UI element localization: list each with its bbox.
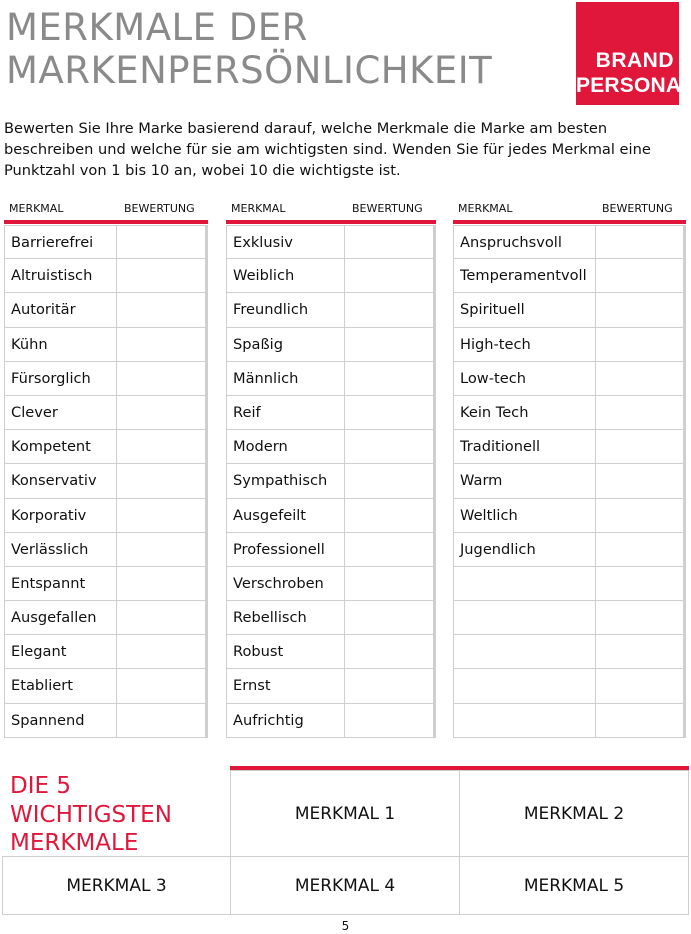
trait-name: Spannend — [4, 704, 117, 738]
trait-name: Etabliert — [4, 669, 117, 703]
rating-cell[interactable] — [117, 293, 208, 327]
column-header — [4, 199, 208, 224]
rating-cell[interactable] — [345, 293, 436, 327]
top5-heading-line-3: MERKMALE — [10, 830, 139, 856]
table-row — [226, 293, 436, 327]
rating-cell[interactable] — [117, 259, 208, 293]
table-row — [4, 430, 208, 464]
rating-cell[interactable] — [596, 533, 686, 567]
table-row — [226, 533, 436, 567]
brand-persona-logo — [576, 2, 682, 105]
rating-cell[interactable] — [117, 396, 208, 430]
rating-cell[interactable] — [117, 704, 208, 738]
trait-name — [453, 567, 596, 601]
trait-name: Autoritär — [4, 293, 117, 327]
rating-cell[interactable] — [596, 669, 686, 703]
table-row — [4, 499, 208, 533]
table-row — [226, 225, 436, 259]
trait-name — [453, 669, 596, 703]
trait-name: Professionell — [226, 533, 345, 567]
table-row — [4, 567, 208, 601]
trait-name: Verlässlich — [4, 533, 117, 567]
table-row — [226, 499, 436, 533]
table-row — [453, 533, 686, 567]
trait-name: Verschroben — [226, 567, 345, 601]
logo-line-2: PERSONA — [576, 74, 682, 97]
rating-cell[interactable] — [345, 567, 436, 601]
rating-cell[interactable] — [345, 362, 436, 396]
table-row — [226, 430, 436, 464]
rating-cell[interactable] — [117, 225, 208, 259]
trait-name: Korporativ — [4, 499, 117, 533]
table-row — [453, 362, 686, 396]
trait-name: Fürsorglich — [4, 362, 117, 396]
trait-name: Ausgefallen — [4, 601, 117, 635]
trait-name: Robust — [226, 635, 345, 669]
table-row — [226, 259, 436, 293]
rating-cell[interactable] — [596, 601, 686, 635]
trait-name: Entspannt — [4, 567, 117, 601]
table-row — [226, 464, 436, 498]
trait-name: Rebellisch — [226, 601, 345, 635]
table-row — [453, 704, 686, 738]
trait-name — [453, 601, 596, 635]
table-row — [4, 293, 208, 327]
rating-cell[interactable] — [345, 601, 436, 635]
table-row — [4, 533, 208, 567]
table-row — [453, 225, 686, 259]
table-row — [4, 669, 208, 703]
trait-name: Weiblich — [226, 259, 345, 293]
trait-name: Ausgefeilt — [226, 499, 345, 533]
rating-cell[interactable] — [345, 635, 436, 669]
top5-slot-4[interactable]: MERKMAL 4 — [230, 856, 460, 915]
trait-name — [453, 635, 596, 669]
trait-name: Exklusiv — [226, 225, 345, 259]
rating-cell[interactable] — [596, 362, 686, 396]
trait-name: Sympathisch — [226, 464, 345, 498]
trait-rows — [226, 225, 436, 738]
table-row — [453, 430, 686, 464]
trait-rows — [453, 225, 686, 738]
trait-name: Spirituell — [453, 293, 596, 327]
table-row — [4, 601, 208, 635]
trait-name: Warm — [453, 464, 596, 498]
table-row — [226, 362, 436, 396]
table-row — [453, 396, 686, 430]
rating-cell[interactable] — [117, 567, 208, 601]
table-row — [4, 225, 208, 259]
rating-cell[interactable] — [596, 567, 686, 601]
header-rating-label: BEWERTUNG — [124, 202, 195, 215]
table-row — [226, 396, 436, 430]
table-row — [226, 328, 436, 362]
top5-slot-3[interactable]: MERKMAL 3 — [2, 856, 231, 915]
table-row — [453, 635, 686, 669]
logo-line-1: BRAND — [595, 49, 674, 72]
table-row — [4, 328, 208, 362]
rating-cell[interactable] — [596, 464, 686, 498]
trait-name: Kompetent — [4, 430, 117, 464]
trait-name: High-tech — [453, 328, 596, 362]
rating-cell[interactable] — [596, 396, 686, 430]
table-row — [4, 362, 208, 396]
intro-text: Bewerten Sie Ihre Marke basierend darauf, welche Merkmale die Marke am besten beschreiben und welche für sie am wichtigsten sind. Wenden Sie für jedes Merkmal eine Punktzahl von 1 bis 10 an, wobei 10 die wichtigste ist. — [4, 120, 651, 179]
table-row — [453, 601, 686, 635]
table-row — [4, 704, 208, 738]
trait-name: Traditionell — [453, 430, 596, 464]
table-row — [453, 567, 686, 601]
rating-cell[interactable] — [596, 293, 686, 327]
trait-name: Elegant — [4, 635, 117, 669]
table-row — [4, 635, 208, 669]
trait-name: Altruistisch — [4, 259, 117, 293]
rating-cell[interactable] — [596, 430, 686, 464]
rating-cell[interactable] — [117, 499, 208, 533]
rating-cell[interactable] — [117, 635, 208, 669]
table-row — [453, 328, 686, 362]
header-rating-label: BEWERTUNG — [602, 202, 673, 215]
rating-cell[interactable] — [596, 635, 686, 669]
top5-heading — [10, 772, 172, 858]
rating-cell[interactable] — [345, 669, 436, 703]
trait-name — [453, 704, 596, 738]
table-row — [453, 259, 686, 293]
rating-cell[interactable] — [345, 430, 436, 464]
table-row — [453, 669, 686, 703]
rating-cell[interactable] — [596, 259, 686, 293]
trait-name: Anspruchsvoll — [453, 225, 596, 259]
top5-heading-line-2: WICHTIGSTEN — [10, 801, 172, 828]
top5-slot-5[interactable]: MERKMAL 5 — [459, 856, 689, 915]
trait-name: Barrierefrei — [4, 225, 117, 259]
rating-cell[interactable] — [345, 704, 436, 738]
rating-cell[interactable] — [345, 396, 436, 430]
trait-rows — [4, 225, 208, 738]
table-row — [4, 396, 208, 430]
rating-cell[interactable] — [596, 225, 686, 259]
top5-slot-2[interactable]: MERKMAL 2 — [459, 770, 689, 857]
trait-name: Low-tech — [453, 362, 596, 396]
table-row — [226, 567, 436, 601]
title-line-1: MERKMALE DER — [6, 6, 308, 49]
trait-name: Kein Tech — [453, 396, 596, 430]
table-row — [4, 464, 208, 498]
rating-cell[interactable] — [117, 601, 208, 635]
page-number: 5 — [341, 919, 350, 933]
trait-name: Clever — [4, 396, 117, 430]
trait-name: Spaßig — [226, 328, 345, 362]
rating-cell[interactable] — [345, 225, 436, 259]
rating-cell[interactable] — [345, 259, 436, 293]
trait-name: Reif — [226, 396, 345, 430]
trait-name: Jugendlich — [453, 533, 596, 567]
trait-name: Aufrichtig — [226, 704, 345, 738]
header-trait-label: MERKMAL — [9, 202, 64, 215]
top5-slot-1[interactable]: MERKMAL 1 — [230, 770, 460, 857]
table-row — [453, 293, 686, 327]
rating-cell[interactable] — [596, 704, 686, 738]
trait-column-3 — [453, 199, 686, 738]
rating-cell[interactable] — [117, 464, 208, 498]
table-row — [453, 464, 686, 498]
table-row — [453, 499, 686, 533]
column-header — [453, 199, 686, 224]
rating-cell[interactable] — [345, 328, 436, 362]
trait-name: Konservativ — [4, 464, 117, 498]
column-header — [226, 199, 436, 224]
rating-cell[interactable] — [345, 464, 436, 498]
page-title — [6, 6, 492, 92]
rating-cell[interactable] — [596, 328, 686, 362]
table-row — [226, 635, 436, 669]
trait-column-2 — [226, 199, 436, 738]
trait-name: Freundlich — [226, 293, 345, 327]
trait-name: Modern — [226, 430, 345, 464]
rating-cell[interactable] — [345, 533, 436, 567]
trait-name: Weltlich — [453, 499, 596, 533]
header-trait-label: MERKMAL — [231, 202, 286, 215]
rating-cell[interactable] — [117, 362, 208, 396]
rating-cell[interactable] — [596, 499, 686, 533]
table-row — [226, 601, 436, 635]
trait-name: Männlich — [226, 362, 345, 396]
table-row — [4, 259, 208, 293]
table-row — [226, 704, 436, 738]
rating-cell[interactable] — [117, 669, 208, 703]
rating-cell[interactable] — [345, 499, 436, 533]
title-line-2: MARKENPERSÖNLICHKEIT — [6, 49, 493, 92]
trait-name: Ernst — [226, 669, 345, 703]
trait-name: Temperamentvoll — [453, 259, 596, 293]
trait-name: Kühn — [4, 328, 117, 362]
rating-cell[interactable] — [117, 533, 208, 567]
header-trait-label: MERKMAL — [458, 202, 513, 215]
header-rating-label: BEWERTUNG — [352, 202, 423, 215]
top5-heading-line-1: DIE 5 — [10, 773, 71, 799]
table-row — [226, 669, 436, 703]
rating-cell[interactable] — [117, 328, 208, 362]
rating-cell[interactable] — [117, 430, 208, 464]
trait-column-1 — [4, 199, 208, 738]
